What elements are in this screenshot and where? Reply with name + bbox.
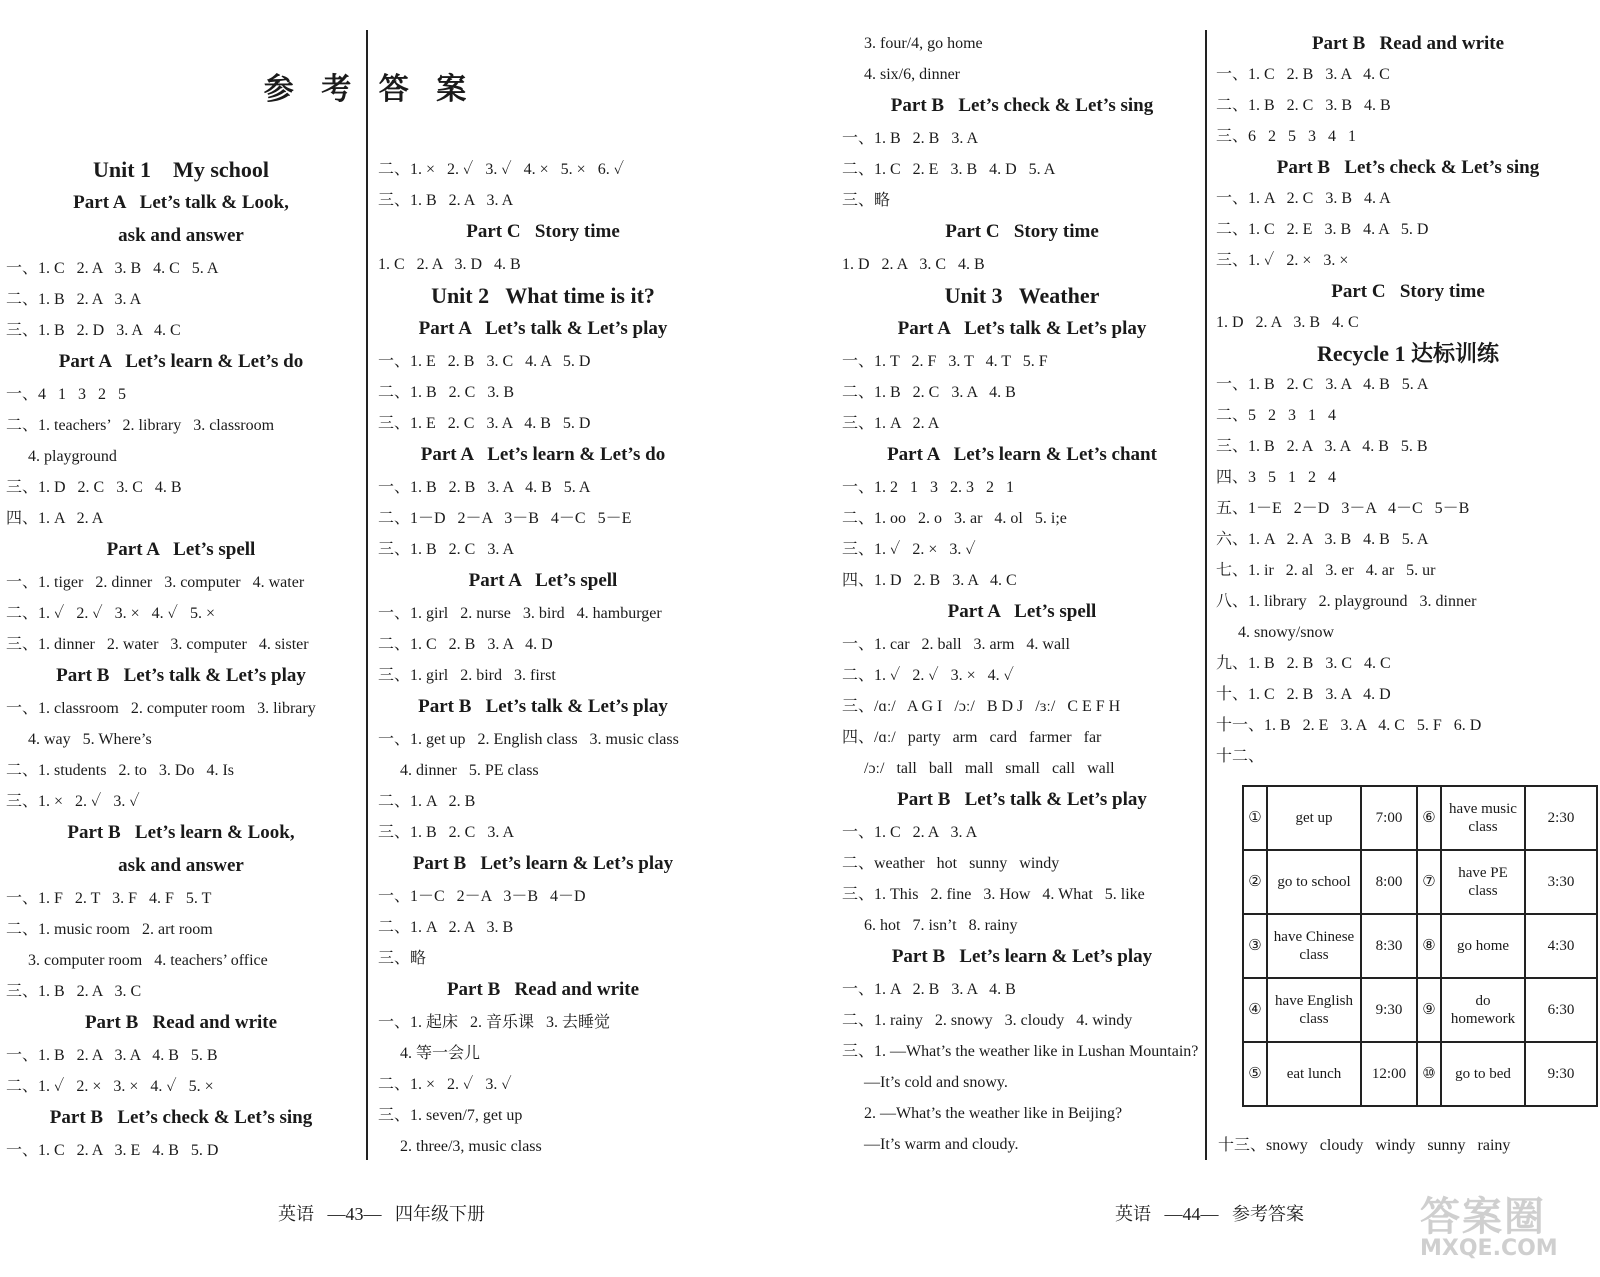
section-heading: Part B Let’s talk & Let’s play bbox=[56, 665, 306, 686]
answer-line: 二、1. B 2. C 3. B bbox=[378, 384, 515, 401]
answer-line: 二、1－D 2－A 3－B 4－C 5－E bbox=[378, 510, 632, 527]
answer-line: 4. way 5. Where’s bbox=[28, 731, 152, 748]
answer-line: 一、1. C 2. B 3. A 4. C bbox=[1216, 66, 1390, 83]
schedule-number: ② bbox=[1243, 850, 1267, 914]
answer-line: 二、1. ✓ 2. ✓ 3. × 4. ✓ bbox=[842, 667, 1014, 684]
schedule-row bbox=[1243, 978, 1597, 1042]
answer-line: —It’s warm and cloudy. bbox=[864, 1136, 1019, 1153]
answer-line: 九、1. B 2. B 3. C 4. C bbox=[1216, 655, 1391, 672]
answer-line: 一、1. F 2. T 3. F 4. F 5. T bbox=[6, 890, 212, 907]
answer-line: 三、1. A 2. A bbox=[842, 415, 940, 432]
unit-heading: Unit 1 My school bbox=[93, 157, 269, 182]
answer-line: 三、略 bbox=[842, 192, 891, 209]
answer-line: 一、1. 起床 2. 音乐课 3. 去睡觉 bbox=[378, 1014, 611, 1031]
section-heading: Part B Read and write bbox=[84, 1012, 278, 1033]
answer-line: 3. computer room 4. teachers’ office bbox=[28, 952, 268, 969]
answer-line: 一、1. A 2. C 3. B 4. A bbox=[1216, 190, 1391, 207]
section-heading: Part A Let’s spell bbox=[468, 570, 618, 591]
answer-line: 十、1. C 2. B 3. A 4. D bbox=[1216, 686, 1391, 703]
schedule-activity: go to bed bbox=[1441, 1042, 1525, 1106]
answer-line: 二、1. C 2. E 3. B 4. D 5. A bbox=[842, 161, 1056, 178]
schedule-time: 12:00 bbox=[1361, 1042, 1417, 1106]
answer-line: 三、略 bbox=[378, 950, 427, 967]
answer-line: 4. snowy/snow bbox=[1238, 624, 1335, 641]
answer-line: 二、1. A 2. A 3. B bbox=[378, 919, 514, 936]
schedule-time: 6:30 bbox=[1525, 978, 1597, 1042]
answer-line: 三、1. B 2. C 3. A bbox=[378, 541, 515, 558]
section-heading: Part B Let’s talk & Let’s play bbox=[418, 696, 668, 717]
schedule-number: ④ bbox=[1243, 978, 1267, 1042]
answer-line: 二、1. × 2. ✓ 3. ✓ 4. × 5. × 6. ✓ bbox=[378, 161, 625, 178]
watermark-url: MXQE.COM bbox=[1420, 1236, 1558, 1261]
section-heading: Part A Let’s learn & Let’s do bbox=[58, 351, 304, 372]
schedule-time: 8:00 bbox=[1361, 850, 1417, 914]
section-heading: Part B Let’s learn & Let’s play bbox=[412, 853, 674, 874]
answer-line: 二、1. music room 2. art room bbox=[6, 921, 213, 938]
schedule-row bbox=[1243, 914, 1597, 978]
answer-line: 一、1. tiger 2. dinner 3. computer 4. water bbox=[6, 574, 305, 591]
answer-line: 二、1. oo 2. o 3. ar 4. ol 5. i;e bbox=[842, 510, 1067, 527]
answer-line: 一、1. A 2. B 3. A 4. B bbox=[842, 981, 1016, 998]
question-13-answer: 十三、snowy cloudy windy sunny rainy bbox=[1218, 1137, 1511, 1154]
section-heading: Part A Let’s spell bbox=[106, 539, 256, 560]
answer-line: 一、1. B 2. B 3. A bbox=[842, 130, 979, 147]
schedule-time: 7:00 bbox=[1361, 786, 1417, 850]
answer-line: 一、1. 2 1 3 2. 3 2 1 bbox=[842, 479, 1015, 496]
schedule-number: ③ bbox=[1243, 914, 1267, 978]
section-heading: Part A Let’s learn & Let’s do bbox=[420, 444, 666, 465]
schedule-number: ⑩ bbox=[1417, 1042, 1441, 1106]
answer-line: 六、1. A 2. A 3. B 4. B 5. A bbox=[1216, 531, 1429, 548]
schedule-number: ⑦ bbox=[1417, 850, 1441, 914]
answer-line: 三、6 2 5 3 4 1 bbox=[1216, 128, 1357, 145]
answer-line: 二、1. C 2. B 3. A 4. D bbox=[378, 636, 553, 653]
answer-line: 4. playground bbox=[28, 448, 117, 465]
page-footer-right: 英语 —44— 参考答案 bbox=[1115, 1204, 1304, 1224]
section-heading: ask and answer bbox=[118, 225, 244, 246]
answer-line: 五、1－E 2－D 3－A 4－C 5－B bbox=[1216, 500, 1470, 517]
answer-line: 二、weather hot sunny windy bbox=[842, 855, 1060, 872]
schedule-activity: do homework bbox=[1441, 978, 1525, 1042]
answer-line: 一、1－C 2－A 3－B 4－D bbox=[378, 888, 586, 905]
schedule-table bbox=[1242, 785, 1598, 1107]
answer-line: 四、1. D 2. B 3. A 4. C bbox=[842, 572, 1017, 589]
section-heading: Part A Let’s spell bbox=[947, 601, 1097, 622]
section-heading: Part B Let’s check & Let’s sing bbox=[1276, 157, 1540, 178]
answer-line: 三、1. girl 2. bird 3. first bbox=[378, 667, 556, 684]
section-heading: Part B Let’s learn & Let’s play bbox=[891, 946, 1153, 967]
section-heading: Part B Let’s talk & Let’s play bbox=[897, 789, 1147, 810]
answer-line: 一、1. C 2. A 3. A bbox=[842, 824, 978, 841]
answer-line: 三、1. × 2. ✓ 3. ✓ bbox=[6, 793, 140, 810]
schedule-activity: go to school bbox=[1267, 850, 1361, 914]
answer-line: 二、1. students 2. to 3. Do 4. Is bbox=[6, 762, 235, 779]
schedule-number: ⑤ bbox=[1243, 1042, 1267, 1106]
answer-line: 1. D 2. A 3. B 4. C bbox=[1216, 314, 1359, 331]
answer-line: 十二、 bbox=[1216, 748, 1265, 765]
answer-line: 一、1. B 2. C 3. A 4. B 5. A bbox=[1216, 376, 1429, 393]
schedule-activity: have Chinese class bbox=[1267, 914, 1361, 978]
answer-line: 三、1. dinner 2. water 3. computer 4. sister bbox=[6, 636, 309, 653]
answer-line: 三、1. B 2. D 3. A 4. C bbox=[6, 322, 181, 339]
watermark-logo bbox=[1420, 1185, 1558, 1261]
answer-line: 一、1. T 2. F 3. T 4. T 5. F bbox=[842, 353, 1048, 370]
answer-line: 1. C 2. A 3. D 4. B bbox=[378, 256, 521, 273]
schedule-activity: have PE class bbox=[1441, 850, 1525, 914]
section-heading: Part A Let’s learn & Let’s chant bbox=[887, 444, 1157, 465]
answer-line: 2. —What’s the weather like in Beijing? bbox=[864, 1105, 1123, 1122]
section-heading: Part A Let’s talk & Let’s play bbox=[897, 318, 1147, 339]
schedule-time: 2:30 bbox=[1525, 786, 1597, 850]
unit-heading: Unit 2 What time is it? bbox=[431, 283, 655, 308]
schedule-activity: have music class bbox=[1441, 786, 1525, 850]
section-heading: Part A Let’s talk & Let’s play bbox=[418, 318, 668, 339]
unit-heading: Unit 3 Weather bbox=[944, 283, 1100, 308]
answer-line: 二、5 2 3 1 4 bbox=[1216, 407, 1337, 424]
section-heading: Part C Story time bbox=[1331, 281, 1485, 302]
answer-line: 二、1. B 2. A 3. A bbox=[6, 291, 142, 308]
section-heading: Part A Let’s talk & Look, bbox=[73, 192, 289, 213]
answer-line: 四、1. A 2. A bbox=[6, 510, 104, 527]
answer-line: 二、1. C 2. E 3. B 4. A 5. D bbox=[1216, 221, 1429, 238]
schedule-number: ⑨ bbox=[1417, 978, 1441, 1042]
section-heading: Part B Let’s check & Let’s sing bbox=[890, 95, 1154, 116]
answer-line: 三、1. B 2. A 3. A bbox=[378, 192, 514, 209]
answer-line: 二、1. A 2. B bbox=[378, 793, 476, 810]
answer-line: 4. dinner 5. PE class bbox=[400, 762, 539, 779]
answer-line: 三、1. B 2. C 3. A bbox=[378, 824, 515, 841]
answer-line: 三、1. ✓ 2. × 3. × bbox=[1216, 252, 1349, 269]
answer-line: 三、1. D 2. C 3. C 4. B bbox=[6, 479, 182, 496]
section-heading: Part B Let’s learn & Look, bbox=[67, 822, 295, 843]
page-footer-left: 英语 —43— 四年级下册 bbox=[278, 1204, 485, 1224]
schedule-number: ① bbox=[1243, 786, 1267, 850]
answer-line: 二、1. B 2. C 3. B 4. B bbox=[1216, 97, 1391, 114]
answer-line: 一、1. E 2. B 3. C 4. A 5. D bbox=[378, 353, 591, 370]
schedule-number: ⑧ bbox=[1417, 914, 1441, 978]
column-divider bbox=[1205, 30, 1207, 1160]
schedule-time: 8:30 bbox=[1361, 914, 1417, 978]
section-heading: Part B Read and write bbox=[446, 979, 640, 1000]
answer-line: 2. three/3, music class bbox=[400, 1138, 542, 1155]
answer-line: 3. four/4, go home bbox=[864, 35, 983, 52]
answer-line: 一、1. get up 2. English class 3. music class bbox=[378, 731, 679, 748]
answer-line: 4. six/6, dinner bbox=[864, 66, 960, 83]
answer-line: 二、1. ✓ 2. ✓ 3. × 4. ✓ 5. × bbox=[6, 605, 216, 622]
answer-line: 二、1. × 2. ✓ 3. ✓ bbox=[378, 1076, 512, 1093]
schedule-row bbox=[1243, 1042, 1597, 1106]
answer-line: 三、/ɑː/ A G I /ɔː/ B D J /ɜː/ C E F H bbox=[842, 698, 1121, 715]
answer-line: 一、1. car 2. ball 3. arm 4. wall bbox=[842, 636, 1070, 653]
answer-line: 一、1. C 2. A 3. E 4. B 5. D bbox=[6, 1142, 219, 1159]
column-divider bbox=[366, 30, 368, 1160]
answer-line: 三、1. seven/7, get up bbox=[378, 1107, 523, 1124]
schedule-time: 9:30 bbox=[1525, 1042, 1597, 1106]
schedule-row bbox=[1243, 786, 1597, 850]
page-title: 参 考 答 案 bbox=[263, 73, 477, 106]
schedule-time: 9:30 bbox=[1361, 978, 1417, 1042]
watermark-text: 答案圈 bbox=[1420, 1194, 1546, 1240]
section-heading: Part C Story time bbox=[945, 221, 1099, 242]
answer-line: 二、1. rainy 2. snowy 3. cloudy 4. windy bbox=[842, 1012, 1133, 1029]
answer-line: /ɔː/ tall ball mall small call wall bbox=[864, 760, 1115, 777]
answer-line: 二、1. teachers’ 2. library 3. classroom bbox=[6, 417, 275, 434]
answer-line: 十一、1. B 2. E 3. A 4. C 5. F 6. D bbox=[1216, 717, 1482, 734]
answer-line: 二、1. B 2. C 3. A 4. B bbox=[842, 384, 1016, 401]
answer-line: 二、1. ✓ 2. × 3. × 4. ✓ 5. × bbox=[6, 1078, 214, 1095]
schedule-time: 3:30 bbox=[1525, 850, 1597, 914]
answer-line: 一、1. C 2. A 3. B 4. C 5. A bbox=[6, 260, 219, 277]
answer-line: 三、1. This 2. fine 3. How 4. What 5. like bbox=[842, 886, 1145, 903]
answer-line: 四、3 5 1 2 4 bbox=[1216, 469, 1337, 486]
answer-line: 三、1. —What’s the weather like in Lushan Mountain? bbox=[842, 1043, 1199, 1060]
answer-line: —It’s cold and snowy. bbox=[864, 1074, 1008, 1091]
answer-line: 一、1. B 2. A 3. A 4. B 5. B bbox=[6, 1047, 218, 1064]
answer-line: 七、1. ir 2. al 3. er 4. ar 5. ur bbox=[1216, 562, 1436, 579]
schedule-activity: have English class bbox=[1267, 978, 1361, 1042]
schedule-number: ⑥ bbox=[1417, 786, 1441, 850]
answer-line: 八、1. library 2. playground 3. dinner bbox=[1216, 593, 1477, 610]
answer-line: 一、1. girl 2. nurse 3. bird 4. hamburger bbox=[378, 605, 662, 622]
answer-line: 一、1. classroom 2. computer room 3. library bbox=[6, 700, 316, 717]
section-heading: Part C Story time bbox=[466, 221, 620, 242]
schedule-time: 4:30 bbox=[1525, 914, 1597, 978]
answer-line: 4. 等一会儿 bbox=[400, 1045, 481, 1062]
answer-line: 一、4 1 3 2 5 bbox=[6, 386, 127, 403]
unit-heading: Recycle 1 达标训练 bbox=[1316, 341, 1500, 366]
answer-line: 一、1. B 2. B 3. A 4. B 5. A bbox=[378, 479, 591, 496]
answer-line: 三、1. E 2. C 3. A 4. B 5. D bbox=[378, 415, 591, 432]
section-heading: Part B Read and write bbox=[1311, 33, 1505, 54]
answer-line: 三、1. ✓ 2. × 3. ✓ bbox=[842, 541, 976, 558]
answer-line: 三、1. B 2. A 3. C bbox=[6, 983, 142, 1000]
schedule-activity: get up bbox=[1267, 786, 1361, 850]
answer-line: 四、/ɑː/ party arm card farmer far bbox=[842, 729, 1102, 746]
schedule-activity: eat lunch bbox=[1267, 1042, 1361, 1106]
schedule-activity: go home bbox=[1441, 914, 1525, 978]
section-heading: Part B Let’s check & Let’s sing bbox=[49, 1107, 313, 1128]
answer-line: 6. hot 7. isn’t 8. rainy bbox=[864, 917, 1018, 934]
schedule-row bbox=[1243, 850, 1597, 914]
section-heading: ask and answer bbox=[118, 855, 244, 876]
answer-line: 三、1. B 2. A 3. A 4. B 5. B bbox=[1216, 438, 1428, 455]
answer-line: 1. D 2. A 3. C 4. B bbox=[842, 256, 985, 273]
